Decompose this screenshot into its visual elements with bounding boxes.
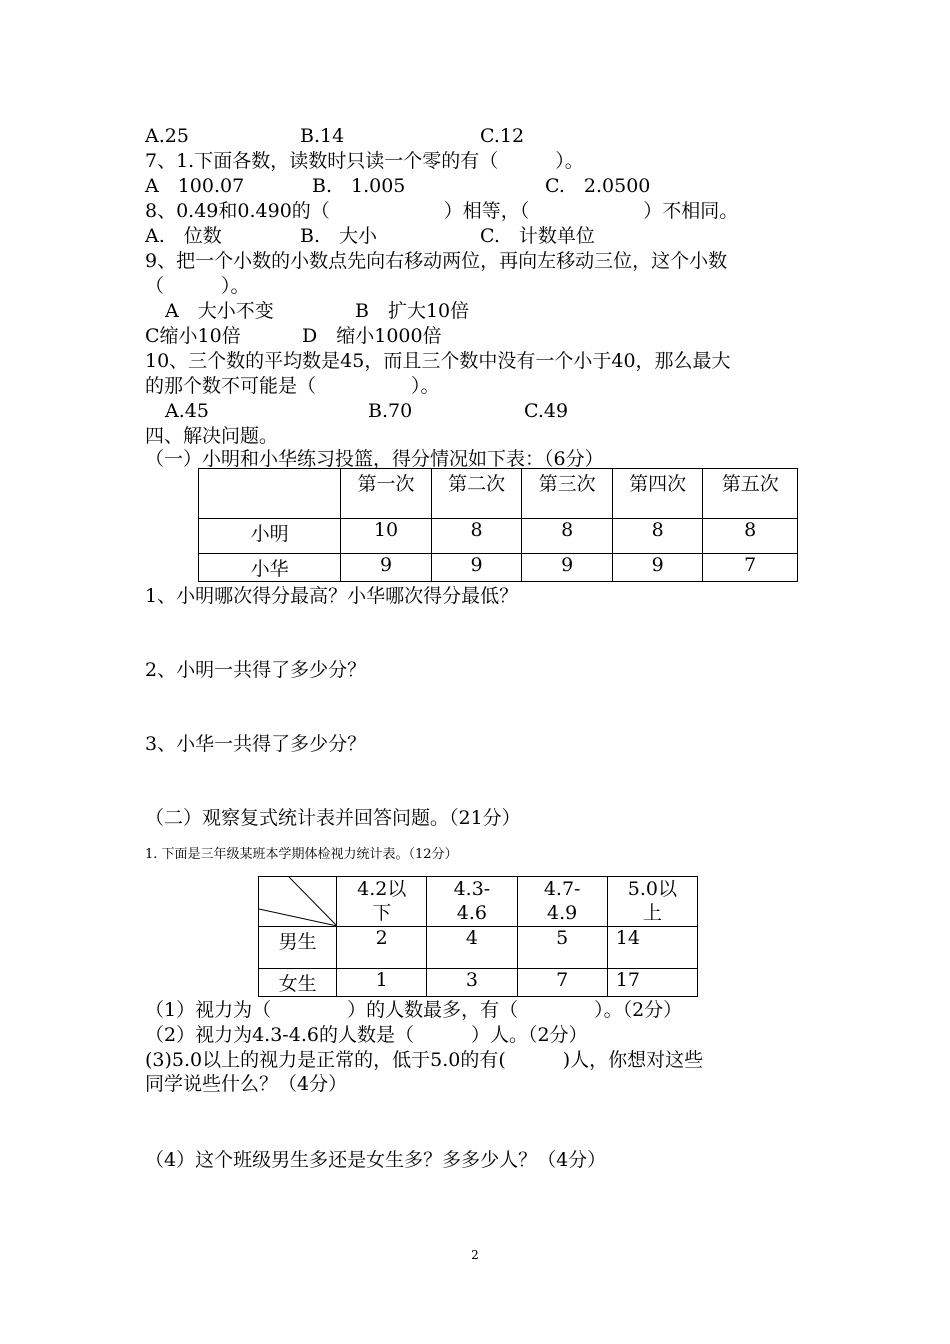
vision-header-cell bbox=[517, 877, 607, 927]
q8-stem: 8、0.49和0.490的（ ）相等，（ ）不相同。 bbox=[145, 200, 739, 222]
q7-option-a: A 100.07 bbox=[145, 175, 245, 197]
table-cell: 9 bbox=[522, 554, 613, 582]
table-cell: 8 bbox=[431, 519, 522, 554]
q7-stem: 7、1.下面各数，读数时只读一个零的有（ ）。 bbox=[145, 150, 584, 172]
q7-option-b: B. 1.005 bbox=[312, 175, 406, 197]
q8-option-a: A. 位数 bbox=[145, 225, 222, 247]
table-header-cell: 第一次 bbox=[341, 469, 432, 519]
page-number: 2 bbox=[471, 1248, 479, 1262]
q6-option-a: A.25 bbox=[145, 125, 189, 147]
row-label: 小明 bbox=[199, 519, 341, 554]
diagonal-header-cell bbox=[259, 877, 337, 927]
table-cell: 3 bbox=[427, 969, 517, 997]
vision-header-cell bbox=[427, 877, 517, 927]
part-1-question-2: 2、小明一共得了多少分？ bbox=[145, 659, 367, 681]
vision-header-line1: 4.7- bbox=[543, 878, 581, 900]
q6-option-c: C.12 bbox=[480, 125, 525, 147]
table-row bbox=[259, 969, 698, 997]
table-header-cell: 第三次 bbox=[522, 469, 613, 519]
table-cell: 9 bbox=[431, 554, 522, 582]
vision-header-line1: 4.3- bbox=[453, 878, 491, 900]
vision-header-line2: 上 bbox=[642, 902, 662, 924]
row-label: 男生 bbox=[259, 927, 337, 969]
part-2-title: （二）观察复式统计表并回答问题。（21分） bbox=[145, 807, 521, 829]
q9-stem-line2: （ ）。 bbox=[145, 275, 250, 297]
part-1-title: （一）小明和小华练习投篮，得分情况如下表：（6分） bbox=[145, 448, 604, 470]
q6-option-b: B.14 bbox=[300, 125, 345, 147]
table-header-cell: 第五次 bbox=[703, 469, 798, 519]
table-cell: 8 bbox=[522, 519, 613, 554]
table-cell: 8 bbox=[612, 519, 703, 554]
q10-stem-line1: 10、三个数的平均数是45，而且三个数中没有一个小于40，那么最大 bbox=[145, 350, 731, 372]
vision-header-line2: 下 bbox=[372, 902, 392, 924]
table-header-row bbox=[199, 469, 798, 519]
table-cell: 1 bbox=[337, 969, 427, 997]
part-1-question-1: 1、小明哪次得分最高？小华哪次得分最低？ bbox=[145, 585, 519, 607]
table-header-row bbox=[259, 877, 698, 927]
table-header-cell: 第二次 bbox=[431, 469, 522, 519]
table-row bbox=[259, 927, 698, 969]
row-label: 小华 bbox=[199, 554, 341, 582]
q10-option-c: C.49 bbox=[524, 400, 569, 422]
table-cell: 14 bbox=[607, 927, 697, 969]
part-2-question-4: （4）这个班级男生多还是女生多？多多少人？（4分） bbox=[145, 1149, 607, 1171]
row-label: 女生 bbox=[259, 969, 337, 997]
part-2-question-2: （2）视力为4.3-4.6的人数是（ ）人。（2分） bbox=[145, 1024, 588, 1046]
table-header-empty bbox=[199, 469, 341, 519]
q9-stem-line1: 9、把一个小数的小数点先向右移动两位，再向左移动三位，这个小数 bbox=[145, 250, 728, 272]
table-cell: 2 bbox=[337, 927, 427, 969]
table-cell: 4 bbox=[427, 927, 517, 969]
q10-option-a: A.45 bbox=[165, 400, 209, 422]
table-row bbox=[199, 554, 798, 582]
q10-option-b: B.70 bbox=[368, 400, 413, 422]
q8-option-c: C. 计数单位 bbox=[480, 225, 595, 247]
table-header-cell: 第四次 bbox=[612, 469, 703, 519]
table-cell: 5 bbox=[517, 927, 607, 969]
q7-option-c: C. 2.0500 bbox=[545, 175, 651, 197]
table-cell: 10 bbox=[341, 519, 432, 554]
table-cell: 8 bbox=[703, 519, 798, 554]
part-1-question-3: 3、小华一共得了多少分？ bbox=[145, 733, 367, 755]
part-2-question-3-line1: (3)5.0以上的视力是正常的，低于5.0的有( )人，你想对这些 bbox=[145, 1049, 704, 1071]
section-4-title: 四、解决问题。 bbox=[145, 425, 279, 447]
vision-header-cell bbox=[337, 877, 427, 927]
vision-header-cell bbox=[607, 877, 697, 927]
q9-option-d: D 缩小1000倍 bbox=[302, 325, 442, 347]
part-2-subtitle: 1. 下面是三年级某班本学期体检视力统计表。（12分） bbox=[145, 847, 458, 862]
vision-header-line2: 4.9 bbox=[547, 902, 578, 924]
vision-stats-table bbox=[258, 876, 698, 997]
table-row bbox=[199, 519, 798, 554]
vision-header-line1: 5.0以 bbox=[627, 878, 677, 900]
part-2-question-1: （1）视力为（ ）的人数最多，有（ ）。（2分） bbox=[145, 999, 683, 1021]
vision-header-line1: 4.2以 bbox=[357, 878, 407, 900]
q10-stem-line2: 的那个数不可能是（ ）。 bbox=[145, 375, 440, 397]
vision-header-line2: 4.6 bbox=[456, 902, 488, 924]
q9-option-b: B 扩大10倍 bbox=[355, 300, 470, 322]
table-cell: 9 bbox=[341, 554, 432, 582]
basketball-score-table bbox=[198, 468, 798, 582]
table-cell: 7 bbox=[517, 969, 607, 997]
table-cell: 17 bbox=[607, 969, 697, 997]
diagonal-lines-icon bbox=[259, 877, 337, 927]
table-cell: 9 bbox=[612, 554, 703, 582]
q9-option-c: C缩小10倍 bbox=[145, 325, 241, 347]
q8-option-b: B. 大小 bbox=[300, 225, 378, 247]
part-2-question-3-line2: 同学说些什么？（4分） bbox=[145, 1073, 348, 1095]
table-cell: 7 bbox=[703, 554, 798, 582]
q9-option-a: A 大小不变 bbox=[165, 300, 274, 322]
